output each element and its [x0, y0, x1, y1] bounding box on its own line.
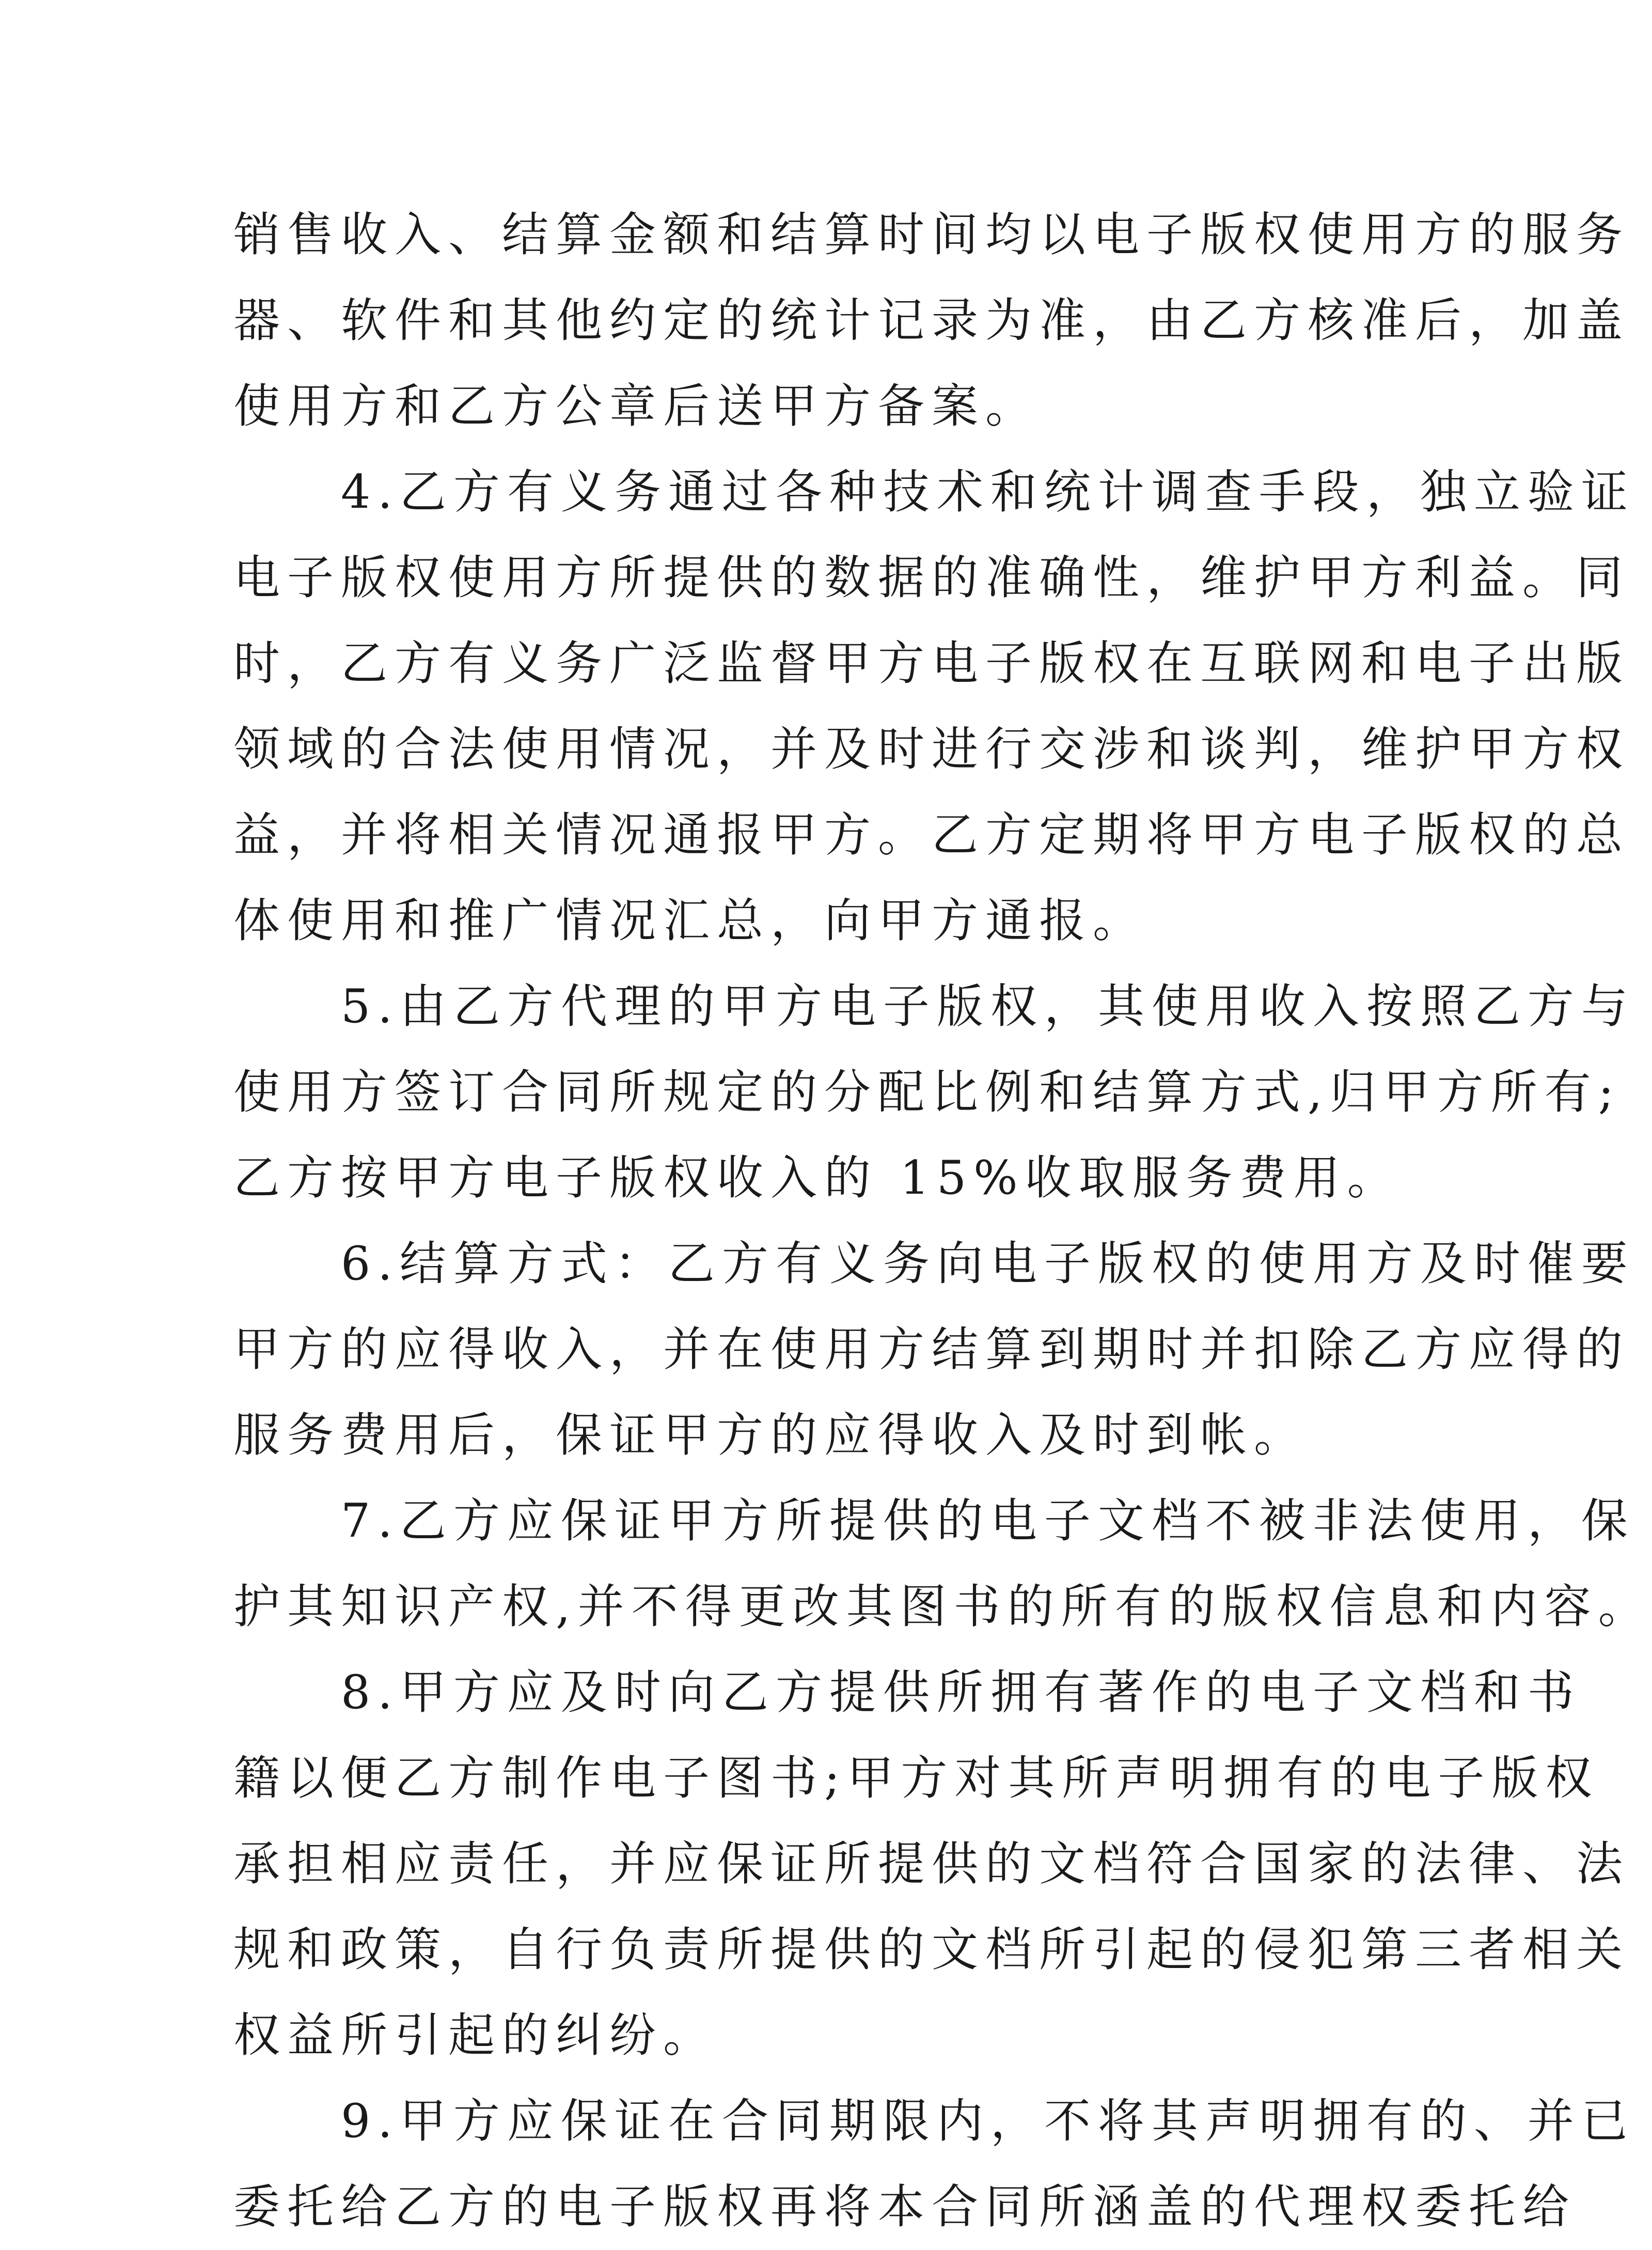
text-line: 使用方签订合同所规定的分配比例和结算方式,归甲方所有;	[233, 1065, 1621, 1119]
text-line: 益，并将相关情况通报甲方。乙方定期将甲方电子版权的总	[233, 808, 1630, 862]
text-line: 8.甲方应及时向乙方提供所拥有著作的电子文档和书	[233, 1665, 1581, 1720]
text-line: 时，乙方有义务广泛监督甲方电子版权在互联网和电子出版	[233, 636, 1630, 691]
text-line: 护其知识产权,并不得更改其图书的所有的版权信息和内容。	[233, 1580, 1652, 1634]
text-line: 销售收入、结算金额和结算时间均以电子版权使用方的服务	[233, 208, 1630, 262]
text-line: 6.结算方式：乙方有义务向电子版权的使用方及时催要	[233, 1237, 1635, 1291]
text-line: 5.由乙方代理的甲方电子版权，其使用收入按照乙方与	[233, 979, 1635, 1034]
text-line: 承担相应责任，并应保证所提供的文档符合国家的法律、法	[233, 1837, 1630, 1891]
text-line: 领域的合法使用情况，并及时进行交涉和谈判，维护甲方权	[233, 722, 1630, 776]
body-text	[233, 192, 1652, 2250]
text-line: 甲方的应得收入，并在使用方结算到期时并扣除乙方应得的	[233, 1322, 1630, 1377]
text-line: 电子版权使用方所提供的数据的准确性，维护甲方利益。同	[233, 551, 1630, 605]
text-line: 服务费用后，保证甲方的应得收入及时到帐。	[233, 1408, 1308, 1462]
text-line: 9.甲方应保证在合同期限内，不将其声明拥有的、并已	[233, 2094, 1635, 2148]
text-line: 使用方和乙方公章后送甲方备案。	[233, 379, 1039, 433]
text-line: 7.乙方应保证甲方所提供的电子文档不被非法使用，保	[233, 1494, 1635, 1548]
text-line: 乙方按甲方电子版权收入的 15%收取服务费用。	[233, 1151, 1401, 1205]
text-line: 器、软件和其他约定的统计记录为准，由乙方核准后，加盖	[233, 293, 1630, 348]
text-line: 体使用和推广情况汇总，向甲方通报。	[233, 894, 1146, 948]
text-line: 籍以便乙方制作电子图书;甲方对其所声明拥有的电子版权	[233, 1751, 1599, 1805]
text-line: 4.乙方有义务通过各种技术和统计调查手段，独立验证	[233, 465, 1635, 519]
text-line: 规和政策，自行负责所提供的文档所引起的侵犯第三者相关	[233, 1923, 1630, 1977]
text-line: 权益所引起的纠纷。	[233, 2008, 717, 2062]
text-line: 委托给乙方的电子版权再将本合同所涵盖的代理权委托给	[233, 2180, 1576, 2234]
